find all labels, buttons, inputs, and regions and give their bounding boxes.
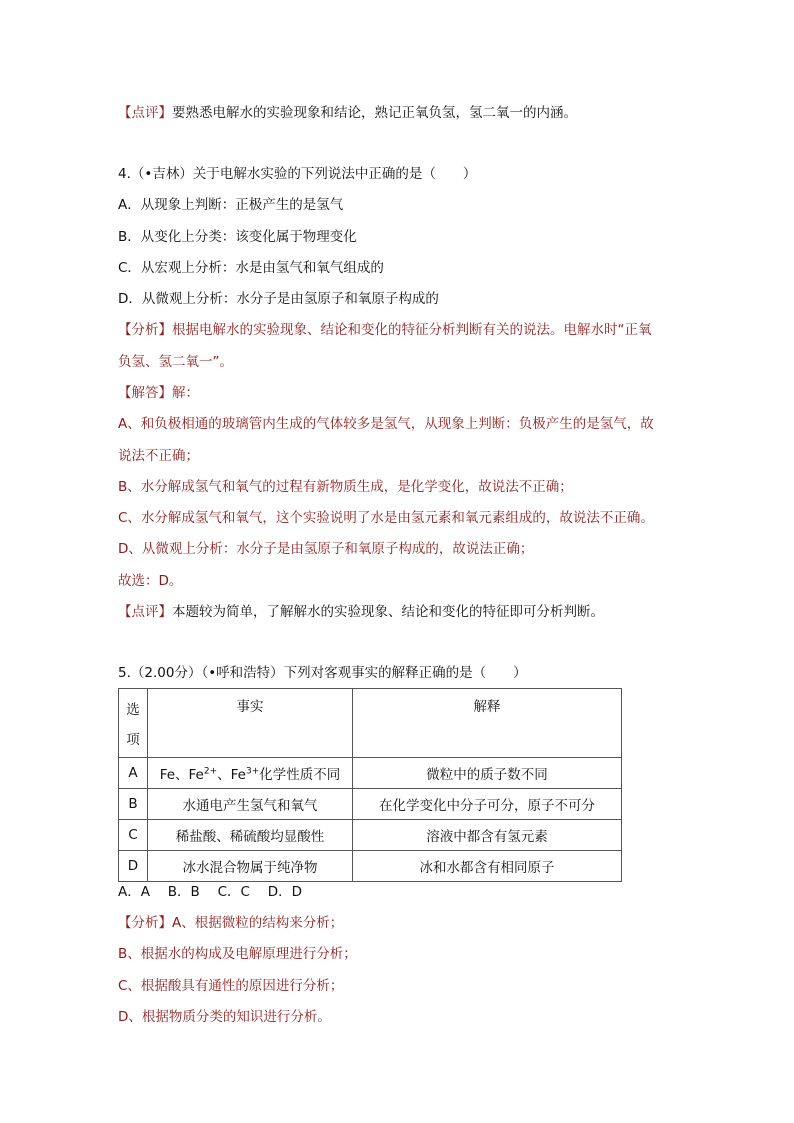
analysis-tag: 【分析】 <box>118 322 172 338</box>
row-fact: Fe、$Fe^{2+}$、$Fe^{3+}$化学性质不同 <box>148 758 353 789</box>
row-option: D <box>119 851 148 882</box>
table-row <box>119 851 622 882</box>
row-fact: 水通电产生氢气和氧气 <box>148 789 353 820</box>
row-option: A <box>119 758 148 789</box>
q4-stem: 4.（•吉林）关于电解水实验的下列说法中正确的是（ ） <box>118 166 477 182</box>
q4-answer-header <box>118 383 199 403</box>
row-explain: 溶液中都含有氢元素 <box>353 820 622 851</box>
row-explain: 冰和水都含有相同原子 <box>353 851 622 882</box>
q4-answer-b: B、水分解成氢气和氧气的过程有新物质生成，是化学变化，故说法不正确； <box>118 479 573 495</box>
q5-analysis-b: B、根据水的构成及电解原理进行分析； <box>118 946 357 962</box>
q5-stem: 5.（2.00分）（•呼和浩特）下列对客观事实的解释正确的是（ ） <box>118 665 527 681</box>
q4-comment <box>118 602 604 622</box>
comment-text: 本题较为简单，了解解水的实验现象、结论和变化的特征即可分析判断。 <box>172 604 604 620</box>
answer-label: 解： <box>172 385 199 401</box>
header-option: 选 项 <box>119 689 148 758</box>
q4-answer-d: D、从微观上分析：水分子是由氢原子和氧原子构成的，故说法正确； <box>118 541 534 557</box>
table-header-row <box>119 689 622 758</box>
analysis-tag: 【分析】 <box>118 915 172 931</box>
row-explain: 微粒中的质子数不同 <box>353 758 622 789</box>
q4-answer-c: C、水分解成氢气和氧气，这个实验说明了水是由氢元素和氧元素组成的，故说法不正确。 <box>118 510 654 526</box>
q5-choices: A．A B．B C．C D．D <box>118 884 303 900</box>
q4-option-b: B．从变化上分类：该变化属于物理变化 <box>118 229 357 245</box>
table-row <box>119 789 622 820</box>
answer-tag: 【解答】 <box>118 385 172 401</box>
q4-answer-a-cont: 说法不正确； <box>118 448 199 464</box>
row-option: B <box>119 789 148 820</box>
q4-answer-a: A、和负极相通的玻璃管内生成的气体较多是氢气，从现象上判断：负极产生的是氢气，故 <box>118 416 654 432</box>
q5-analysis-d: D、根据物质分类的知识进行分析。 <box>118 1009 331 1025</box>
analysis-text: A、根据微粒的结构来分析； <box>172 915 344 931</box>
q4-option-a: A．从现象上判断：正极产生的是氢气 <box>118 197 344 213</box>
q5-table <box>118 688 622 882</box>
comment-tag: 【点评】 <box>118 604 172 620</box>
comment-tag: 【点评】 <box>118 105 172 121</box>
q4-analysis <box>118 320 652 340</box>
q5-analysis-c: C、根据酸具有通性的原因进行分析； <box>118 978 344 994</box>
row-option: C <box>119 820 148 851</box>
q4-analysis-cont: 负氢、氢二氧一”。 <box>118 354 233 370</box>
header-explain: 解释 <box>353 689 622 758</box>
row-explain: 在化学变化中分子可分，原子不可分 <box>353 789 622 820</box>
analysis-text-1: 根据电解水的实验现象、结论和变化的特征分析判断有关的说法。电解水时“正氧 <box>172 322 652 338</box>
table-row <box>119 758 622 789</box>
q4-option-d: D．从微观上分析：水分子是由氢原子和氧原子构成的 <box>118 291 439 307</box>
table-row <box>119 820 622 851</box>
header-fact: 事实 <box>148 689 353 758</box>
q5-analysis <box>118 913 343 933</box>
comment-text: 要熟悉电解水的实验现象和结论，熟记正氧负氢，氢二氧一的内涵。 <box>172 105 577 121</box>
q4-choice: 故选：D。 <box>118 573 183 589</box>
q4-option-c: C．从宏观上分析：水是由氢气和氧气组成的 <box>118 260 384 276</box>
prev-comment <box>118 103 577 123</box>
row-fact: 冰水混合物属于纯净物 <box>148 851 353 882</box>
row-fact: 稀盐酸、稀硫酸均显酸性 <box>148 820 353 851</box>
